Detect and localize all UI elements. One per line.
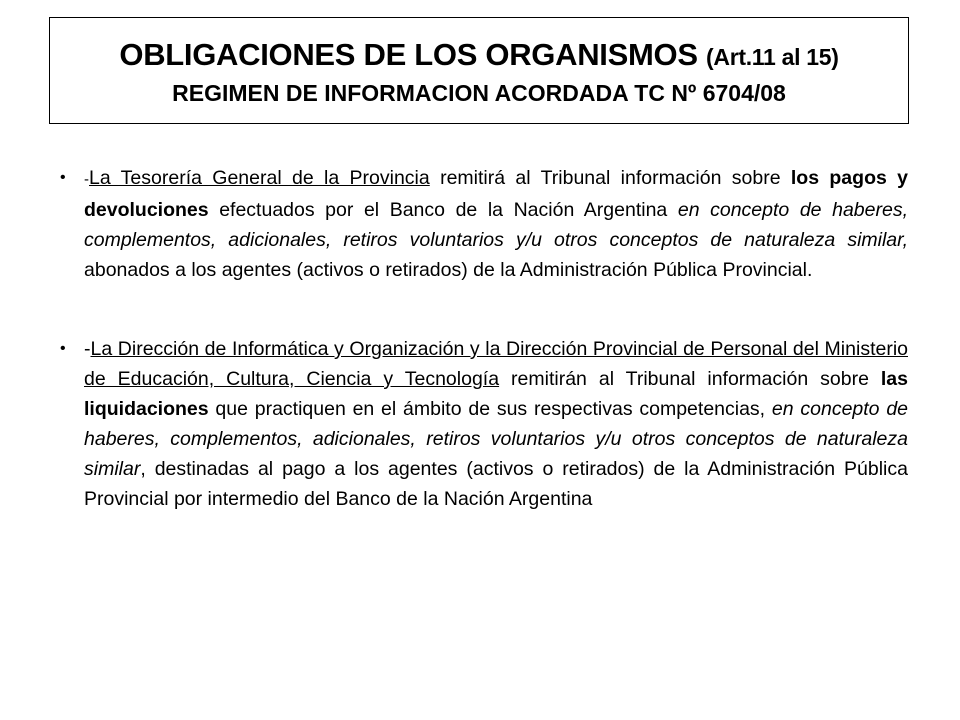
slide-body	[60, 163, 908, 514]
bullet-marker: •	[60, 169, 66, 186]
bullet-text: remitirán al Tribunal información sobre	[499, 368, 881, 390]
bullet-italic-text: en concepto de haberes, complementos, adicionales, retiros voluntarios y/u otros conceptos de naturaleza similar,	[84, 199, 908, 251]
slide-subtitle: REGIMEN DE INFORMACION ACORDADA TC Nº 6704/08	[172, 80, 786, 106]
bullet-bold-text: las liquidaciones	[84, 368, 908, 420]
bullet-text: que practiquen en el ámbito de sus respectivas competencias,	[208, 398, 772, 420]
bullet-entity: La Tesorería General de la Provincia	[89, 167, 430, 189]
bullet-item-direccion	[60, 334, 908, 514]
bullet-text: , destinadas al pago a los agentes (activos o retirados) de la Administración Pública Provincial por intermedio del Banco de la Nación Argentina	[84, 458, 908, 510]
slide-title-box	[49, 17, 909, 124]
bullet-bold-text: los pagos y devoluciones	[84, 167, 909, 221]
bullet-italic-text: en concepto de haberes, complementos, adicionales, retiros voluntarios y/u otros conceptos de naturaleza similar	[84, 398, 909, 480]
slide-title	[50, 36, 908, 76]
bullet-dash: -	[84, 338, 91, 360]
bullet-entity: La Dirección de Informática y Organización y la Dirección Provincial de Personal del Ministerio de Educación, Cultura, Ciencia y Tecnología	[84, 338, 908, 390]
bullet-text: remitirá al Tribunal información sobre	[429, 167, 791, 189]
title-main: OBLIGACIONES DE LOS ORGANISMOS	[119, 37, 698, 72]
bullet-dash: -	[84, 171, 89, 188]
bullet-marker: •	[60, 340, 66, 357]
bullet-text: abonados a los agentes (activos o retirados) de la Administración Pública Provincial.	[84, 259, 813, 281]
title-articles: (Art.11 al 15)	[706, 44, 839, 70]
bullet-item-tesoreria	[60, 163, 908, 285]
bullet-text: efectuados por el Banco de la Nación Argentina	[208, 199, 678, 221]
